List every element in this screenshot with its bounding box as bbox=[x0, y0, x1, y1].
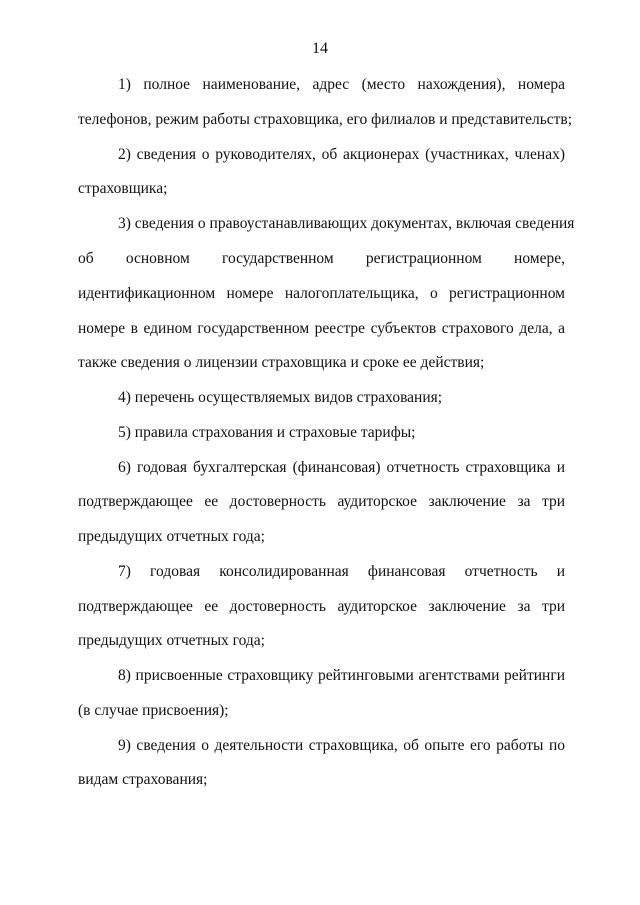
text-line: 8) присвоенные страховщику рейтинговыми агентствами рейтинги bbox=[118, 667, 565, 684]
text-line: 1) полное наименование, адрес (место нахождения), номера bbox=[118, 76, 565, 93]
text-line: 9) сведения о деятельности страховщика, об опыте его работы по bbox=[118, 737, 565, 754]
text-line: (в случае присвоения); bbox=[78, 702, 229, 719]
text-line: подтверждающее ее достоверность аудиторское заключение за три bbox=[78, 598, 565, 615]
text-line: 5) правила страхования и страховые тарифы; bbox=[118, 424, 416, 441]
page-number: 14 bbox=[312, 40, 328, 57]
text-line: телефонов, режим работы страховщика, его филиалов и представительств; bbox=[78, 111, 573, 128]
text-line: 2) сведения о руководителях, об акционерах (участниках, членах) bbox=[118, 146, 565, 163]
text-line: предыдущих отчетных года; bbox=[78, 632, 265, 649]
text-line: об основном государственном регистрационном номере, bbox=[78, 250, 565, 267]
text-line: подтверждающее ее достоверность аудиторское заключение за три bbox=[78, 493, 565, 510]
text-line: 4) перечень осуществляемых видов страхования; bbox=[118, 389, 443, 406]
text-line: предыдущих отчетных года; bbox=[78, 528, 265, 545]
text-line: идентификационном номере налогоплательщика, о регистрационном bbox=[78, 285, 565, 302]
text-line: номере в едином государственном реестре субъектов страхового дела, а bbox=[78, 320, 565, 337]
text-line: 7) годовая консолидированная финансовая отчетность и bbox=[118, 563, 565, 580]
text-line: страховщика; bbox=[78, 180, 168, 197]
text-line: 6) годовая бухгалтерская (финансовая) отчетность страховщика и bbox=[118, 459, 565, 476]
text-line: видам страхования; bbox=[78, 771, 208, 788]
text-line: 3) сведения о правоустанавливающих документах, включая сведения bbox=[118, 215, 575, 232]
text-line: также сведения о лицензии страховщика и сроке ее действия; bbox=[78, 354, 485, 371]
